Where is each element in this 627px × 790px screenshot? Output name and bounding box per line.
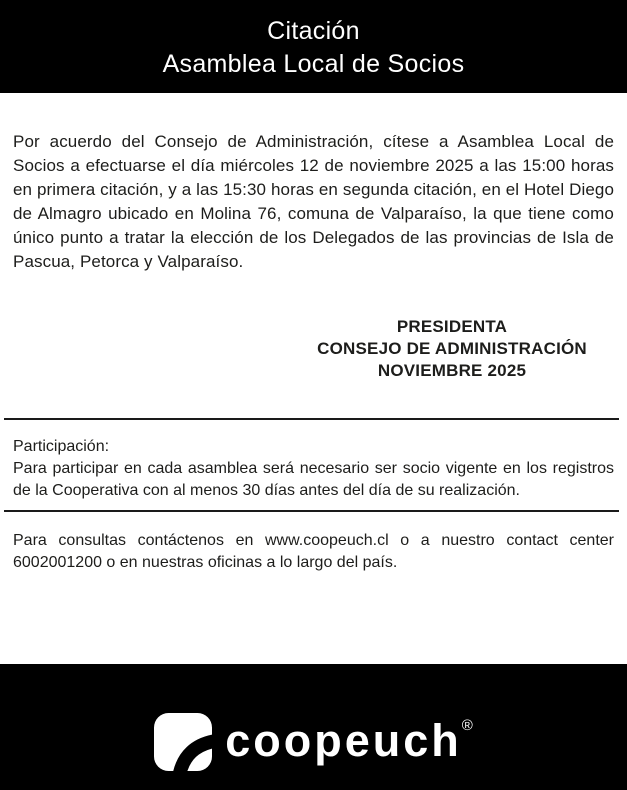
contact-text: Para consultas contáctenos en www.coopeuch.cl o a nuestro contact center 6002001200 o en nuestras oficinas a lo largo del país. [13, 532, 614, 571]
registered-trademark-symbol: ® [461, 716, 473, 734]
participation-section [13, 436, 614, 502]
separator-line-top [4, 418, 619, 420]
separator-line-bottom [4, 510, 619, 512]
participation-heading: Participación: [13, 438, 110, 455]
brand-name: coopeuch [225, 714, 462, 766]
header-bar [0, 0, 627, 93]
signature-block [292, 316, 612, 382]
announcement-paragraph: Por acuerdo del Consejo de Administración, cítese a Asamblea Local de Socios a efectuarse el día miércoles 12 de noviembre 2025 a las 15:00 horas en primera citación, y a las 15:30 horas en segunda citación, en el Hotel Diego de Almagro ubicado en Molina 76, comuna de Valparaíso, la que tiene como único punto a tratar la elección de los Delegados de las provincias de Isla de Pascua, Petorca y Valparaíso. [13, 132, 614, 271]
coopeuch-swoosh-icon [154, 713, 212, 771]
footer-bar [0, 664, 627, 790]
signature-date: NOVIEMBRE 2025 [377, 361, 527, 380]
signature-org: CONSEJO DE ADMINISTRACIÓN [317, 339, 587, 358]
header-title-line1: Citación [267, 16, 360, 45]
signature-role: PRESIDENTA [396, 317, 508, 336]
coopeuch-logo [154, 713, 473, 771]
header-title-line2: Asamblea Local de Socios [162, 49, 465, 78]
brand-wordmark [225, 714, 473, 766]
participation-text: Para participar en cada asamblea será necesario ser socio vigente en los registros de la Cooperativa con al menos 30 días antes del día de su realización. [13, 460, 614, 499]
